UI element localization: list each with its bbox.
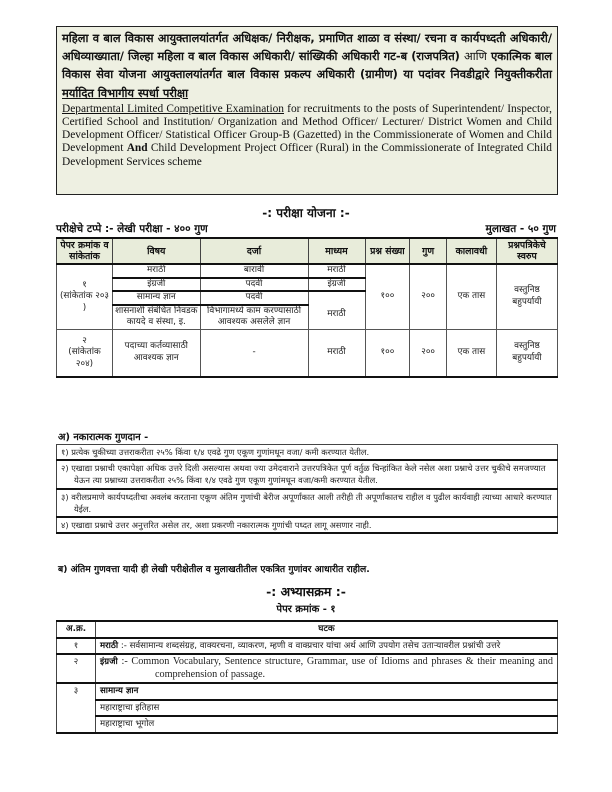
- paper2-questions: १००: [365, 329, 410, 377]
- table-header-row: [57, 621, 558, 638]
- negative-marking-list: [56, 444, 558, 534]
- english-title-part1: for recruitments to the posts of Superintendent/ Inspector, Certified School and Institution/ Organization and Method Officer/ Lecturer/ District Women and Child Development Officer/ Statistical Officer Group-B (Gazetted) in the Commissionerate of Women and Child Development: [62, 102, 552, 155]
- syllabus-gk-subitem: महाराष्ट्राचा इतिहास: [96, 700, 558, 717]
- english-title-and: And: [126, 142, 148, 155]
- marathi-title-and: आणि: [464, 49, 487, 64]
- table-header-row: [57, 238, 558, 264]
- syllabus-english: [96, 654, 558, 683]
- table-row: [57, 654, 558, 683]
- syllabus-gk-title: सामान्य ज्ञान: [100, 686, 139, 696]
- negative-rule-3: ३) वरीलप्रमाणे कार्यपध्दतीचा अवलंब करताना एकूण अंतिम गुणांची बेरीज अपूर्णांकात आली तरीही ती अपूर्णांकातच राहील व पुढील कार्यवाही त्याच्या आधारे करण्यात येईल.: [61, 491, 552, 514]
- syllabus-marathi-text: :- सर्वसामान्य शब्दसंग्रह, वाक्यरचना, व्याकरण, म्हणी व वाक्प्रचार यांचा अर्थ आणि उपयोग तसेच उताऱ्यावरील प्रश्नांची उत्तरे: [120, 640, 501, 651]
- paper1-duration: एक तास: [446, 264, 496, 329]
- paper1-marks: २००: [410, 264, 447, 329]
- paper2-duration: एक तास: [446, 329, 496, 377]
- syllabus-gk-subitem: महाराष्ट्राचा भूगोल: [96, 716, 558, 733]
- table-row: [57, 700, 558, 717]
- header-sr: अ.क्र.: [57, 621, 96, 638]
- syllabus-table: [56, 620, 558, 734]
- written-exam-marks: परीक्षेचे टप्पे :- लेखी परीक्षा - ४०० गुण: [56, 223, 208, 235]
- paper1-subject: इंग्रजी: [113, 278, 201, 292]
- paper1-id: [57, 264, 113, 329]
- table-row: [57, 264, 558, 278]
- list-item: [57, 460, 558, 488]
- header-standard: दर्जा: [200, 238, 308, 264]
- paper1-subject: मराठी: [113, 264, 201, 278]
- table-row: [57, 683, 558, 700]
- english-exam-name: Departmental Limited Competitive Examination: [62, 102, 285, 115]
- syllabus-english-text: :- Common Vocabulary, Sentence structure, Grammar, use of Idioms and phrases & their meaning and comprehension of passage.: [121, 656, 553, 680]
- syllabus-sr: १: [57, 638, 96, 655]
- paper2-number: २: [82, 335, 87, 346]
- header-questions: प्रश्न संख्या: [365, 238, 410, 264]
- paper1-standard: पदवी: [200, 291, 308, 305]
- paper2-format: वस्तुनिष्ठ बहुपर्यायी: [496, 329, 557, 377]
- paper1-subject: सामान्य ज्ञान: [113, 291, 201, 305]
- table-row: [57, 638, 558, 655]
- english-title: [62, 103, 552, 169]
- header-duration: कालावधी: [446, 238, 496, 264]
- list-item: [57, 445, 558, 461]
- syllabus-sr: २: [57, 654, 96, 683]
- paper2-marks: २००: [410, 329, 447, 377]
- syllabus-english-label: इंग्रजी: [100, 657, 118, 667]
- paper1-code: (सांकेतांक २०३ ): [60, 291, 109, 313]
- paper1-format: वस्तुनिष्ठ बहुपर्यायी: [496, 264, 557, 329]
- list-item: [57, 489, 558, 517]
- negative-rule-2: २) एखाद्या प्रश्नाची एकापेक्षा अधिक उत्तरे दिली असल्यास अथवा ज्या उमेदवाराने उत्तरपत्रिकेत पूर्ण वर्तुळ चिन्हांकित केले नसेल अशा प्रश्नाचे उत्तर चुकीचे समजण्यात येऊन त्या प्रश्नाच्या उत्तराकरीता २५% किंवा १/४ एवढे गुण एकूण गुणांमधून वजा/कमी करण्यात येतील.: [61, 463, 546, 486]
- paper1-questions: १००: [365, 264, 410, 329]
- syllabus-paper-label: पेपर क्रमांक - १: [276, 604, 336, 615]
- syllabus-gk-label: [96, 683, 558, 700]
- syllabus-marathi-label: मराठी: [100, 640, 119, 651]
- merit-list-note: ब) अंतिम गुणवत्ता यादी ही लेखी परीक्षेतील व मुलाखतीतील एकत्रित गुणांवर आधारीत राहील.: [58, 564, 370, 575]
- negative-rule-4: ४) एखाद्या प्रश्नाचे उत्तर अनुत्तरित असेल तर, अशा प्रकरणी नकारात्मक गुणांची पध्दत लागू असणार नाही.: [61, 520, 372, 531]
- paper2-id: [57, 329, 113, 377]
- table-row: [57, 329, 558, 377]
- paper2-code: (सांकेतांक २०४): [68, 347, 101, 369]
- exam-title-box: [56, 26, 558, 195]
- paper2-standard: -: [200, 329, 308, 377]
- marathi-title-part2: एकात्मिक बाल विकास सेवा योजना आयुक्तालयांतर्गत बाल विकास प्रकल्प अधिकारी (ग्रामीण) या पदांवर निवडीद्वारे नियुक्तीकरीता: [62, 49, 553, 82]
- table-row: [57, 716, 558, 733]
- paper2-medium: मराठी: [308, 329, 365, 377]
- syllabus-marathi: [96, 638, 558, 655]
- exam-scheme-heading: -: परीक्षा योजना :-: [262, 206, 350, 220]
- paper1-standard: बारावी: [200, 264, 308, 278]
- paper1-medium-shared: मराठी: [308, 291, 365, 329]
- negative-rule-1: १) प्रत्येक चुकीच्या उत्तराकरीता २५% किंवा १/४ एवढे गुण एकूण गुणांमधून वजा/ कमी करण्यात येतील.: [61, 447, 370, 457]
- header-paper: पेपर क्रमांक व सांकेतांक: [57, 238, 113, 264]
- marathi-title-part1: महिला व बाल विकास आयुक्तालयांतर्गत अधिक्षक/ निरीक्षक, प्रमाणित शाळा व संस्था/ रचना व कार्यपध्दती अधिकारी/ अधिव्याख्याता/ जिल्हा महिला व बाल विकास अधिकारी/ सांख्यिकी अधिकारी गट-ब (राजपत्रित): [62, 31, 552, 64]
- marathi-exam-name: मर्यादित विभागीय स्पर्धा परीक्षा: [62, 85, 189, 100]
- paper1-subject: शासनाशी संबंधित निवडक कायदे व संस्था, इ.: [113, 305, 201, 330]
- paper2-subject: पदाच्या कर्तव्यासाठी आवश्यक ज्ञान: [113, 329, 201, 377]
- list-item: [57, 517, 558, 533]
- paper1-standard: विभागामध्ये काम करण्यासाठी आवश्यक असलेले ज्ञान: [200, 305, 308, 330]
- paper1-number: १: [82, 279, 87, 290]
- header-subject: विषय: [113, 238, 201, 264]
- interview-marks: मुलाखत - ५० गुण: [485, 223, 556, 235]
- paper1-standard: पदवी: [200, 278, 308, 292]
- negative-marking-heading: अ) नकारात्मक गुणदान -: [58, 432, 149, 443]
- marathi-title: [62, 29, 552, 102]
- header-format: प्रश्नपत्रिकेचे स्वरुप: [496, 238, 557, 264]
- english-title-part2: Child Development Project Officer (Rural) in the Commissionerate of Integrated Child Development Services scheme: [62, 142, 552, 168]
- header-component: घटक: [96, 621, 558, 638]
- exam-scheme-table: [56, 237, 558, 378]
- exam-stages-row: [56, 222, 558, 236]
- header-medium: माध्यम: [308, 238, 365, 264]
- header-marks: गुण: [410, 238, 447, 264]
- syllabus-heading: -: अभ्यासक्रम :-: [266, 584, 346, 599]
- paper1-medium: मराठी: [308, 264, 365, 278]
- syllabus-sr: ३: [57, 683, 96, 733]
- paper1-medium: इंग्रजी: [308, 278, 365, 292]
